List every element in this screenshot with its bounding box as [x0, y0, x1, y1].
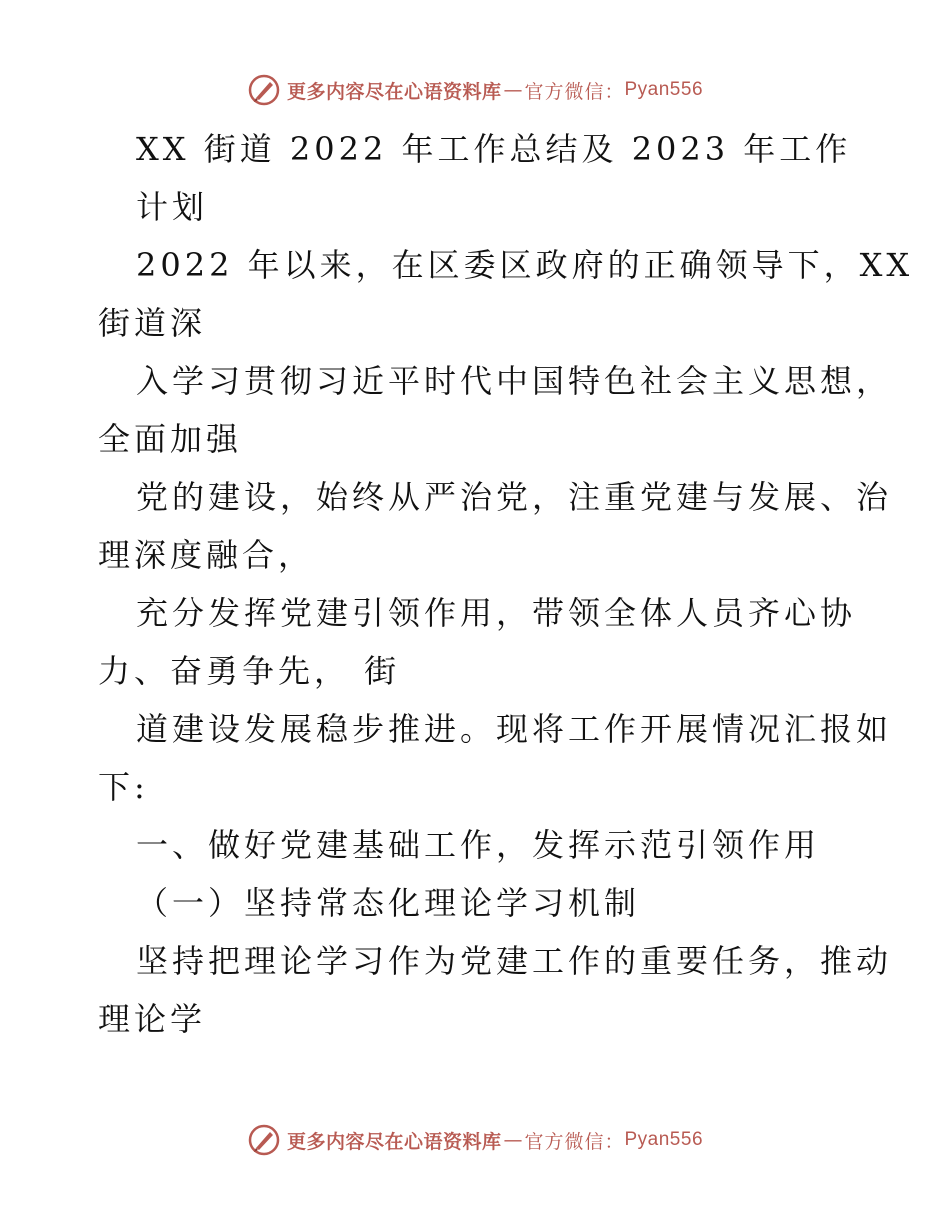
contact-id: Pyan556 — [624, 79, 704, 100]
text-line: 党的建设，始终从严治党，注重党建与发展、治 — [136, 478, 893, 516]
separator: — — [503, 1129, 523, 1151]
header-banner — [0, 70, 950, 110]
promo-text: 更多内容尽在心语资料库 — [286, 80, 502, 103]
quill-pen-circle-icon — [247, 1123, 281, 1157]
separator: — — [503, 79, 523, 101]
promo-text: 更多内容尽在心语资料库 — [286, 1130, 502, 1153]
text-line: 坚持把理论学习作为党建工作的重要任务，推动 — [136, 942, 893, 980]
text-line: 一、做好党建基础工作，发挥示范引领作用 — [136, 826, 821, 864]
text-line: 入学习贯彻习近平时代中国特色社会主义思想， — [136, 362, 893, 400]
text-line: 力、奋勇争先， 街 — [98, 652, 401, 690]
text-line: 全面加强 — [98, 420, 243, 458]
text-line: 计划 — [136, 188, 209, 226]
contact-id: Pyan556 — [624, 1129, 704, 1150]
text-line: 下: — [98, 768, 149, 806]
document-body — [98, 120, 914, 1048]
text-line: 充分发挥党建引领作用，带领全体人员齐心协 — [136, 594, 857, 632]
text-line: 道建设发展稳步推进。现将工作开展情况汇报如 — [136, 710, 893, 748]
contact-label: 官方微信： — [524, 1130, 625, 1153]
text-line: 理论学 — [98, 1000, 207, 1038]
text-line: 理深度融合， — [98, 536, 315, 574]
text-line: （一）坚持常态化理论学习机制 — [136, 884, 641, 922]
footer-banner — [0, 1120, 950, 1160]
text-line: 2022 年以来，在区委区政府的正确领导下，XX — [136, 246, 914, 284]
contact-label: 官方微信： — [524, 80, 625, 103]
text-line: XX 街道 2022 年工作总结及 2023 年工作 — [136, 130, 852, 168]
text-line: 街道深 — [98, 304, 207, 342]
quill-pen-circle-icon — [247, 73, 281, 107]
